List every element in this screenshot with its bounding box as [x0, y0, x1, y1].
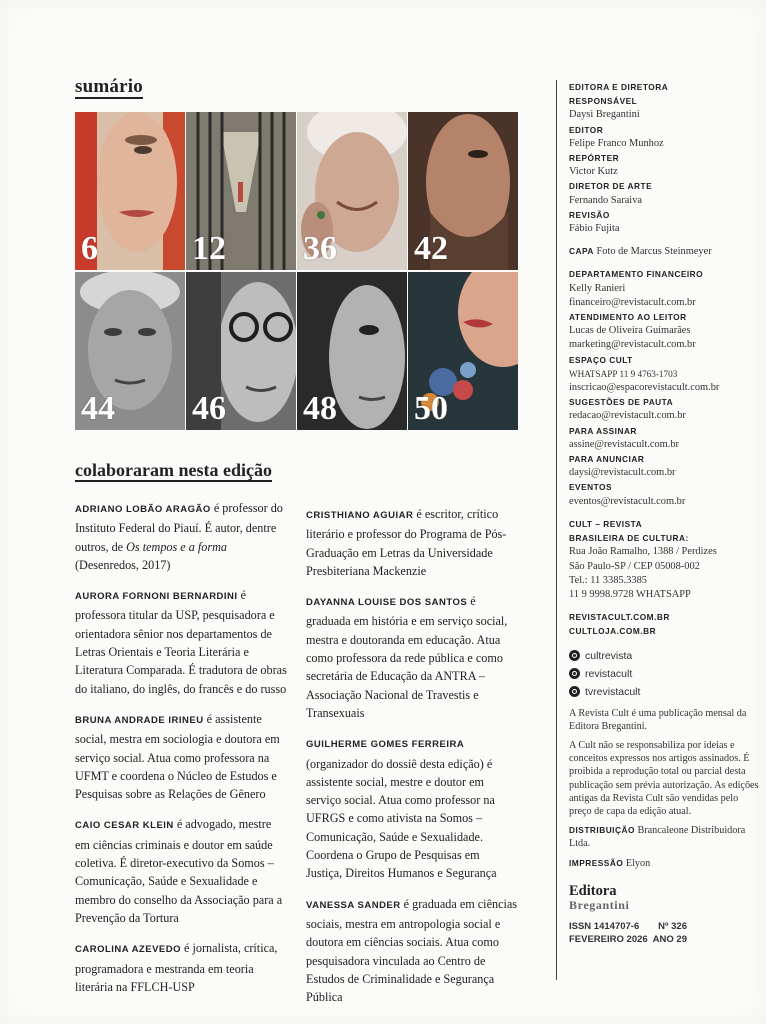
issue-date: FEVEREIRO 2026	[569, 933, 648, 945]
impressao-label: IMPRESSÃO	[569, 857, 624, 868]
editora-logo-sub: Bregantini	[569, 897, 630, 912]
tile-number: 48	[303, 390, 337, 427]
distribuicao-value: Brancaleone Distribuidora Ltda.	[569, 825, 746, 850]
capa-label: CAPA	[569, 246, 594, 257]
shop-link[interactable]: CULTLOJA.COM.BR	[569, 626, 657, 637]
atendimento-name: Lucas de Oliveira Guimarães	[569, 325, 691, 337]
issue-number: Nº 326	[658, 920, 687, 932]
publication-note: A Revista Cult é uma publicação mensal da Editora Bregantini.	[569, 707, 747, 732]
social-handle: revistacult	[585, 667, 633, 680]
date-row	[569, 933, 687, 946]
reporter-value: Victor Kutz	[569, 166, 618, 178]
issn: ISSN 1414707-6	[569, 920, 640, 932]
bio-text: é professora titular da USP, pesquisadora e orientadora sênior nos departamentos de Letras Orientais e Teoria Literária e Literatura Comparada. É tradutora de obras do italiano, do inglês, do francês e do russo	[75, 588, 287, 696]
bio-name: CRISTHIANO AGUIAR	[306, 510, 414, 521]
impressao-line	[569, 857, 759, 870]
bio-name: GUILHERME GOMES FERREIRA	[306, 739, 465, 751]
issue-year: ANO 29	[652, 933, 687, 945]
social-youtube[interactable]	[569, 683, 759, 701]
social-instagram[interactable]	[569, 647, 759, 665]
anunciar-label: PARA ANUNCIAR	[569, 454, 645, 465]
tile-number: 12	[192, 230, 226, 267]
bio-name: DAYANNA LOUISE DOS SANTOS	[306, 597, 468, 609]
social-handle: cultrevista	[585, 649, 633, 662]
arte-value: Fernando Saraiva	[569, 194, 642, 206]
capa-value: Foto de Marcus Steinmeyer	[596, 246, 712, 258]
eventos-label: EVENTOS	[569, 482, 612, 493]
capa-line	[569, 244, 759, 259]
disclaimer-note: A Cult não se responsabiliza por ideias e conceitos expressos nos artigos assinados. É proibida a reprodução total ou parcial desta publicação sem prévia autorização. As edições antigas da Revista Cult são vendidas pelo preço de capa da edição atual.	[569, 739, 759, 817]
colaboradores-right-column	[306, 505, 518, 1018]
bio-entry	[306, 505, 518, 580]
editor-value: Felipe Franco Munhoz	[569, 137, 664, 149]
distribuicao-label: DISTRIBUIÇÃO	[569, 825, 635, 836]
distribuicao-line	[569, 824, 759, 850]
tile-page-6[interactable]	[75, 112, 185, 270]
bio-name: CAIO CESAR KLEIN	[75, 820, 174, 832]
bio-entry	[306, 734, 518, 882]
bio-text: (Desenredos, 2017)	[75, 557, 171, 572]
bio-entry	[75, 710, 287, 803]
sugestoes-label: SUGESTÕES DE PAUTA	[569, 397, 674, 408]
tile-page-42[interactable]	[408, 112, 518, 270]
social-handle: tvrevistacult	[585, 685, 641, 698]
bio-name: AURORA FORNONI BERNARDINI	[75, 591, 238, 603]
social-facebook[interactable]	[569, 665, 759, 683]
cult-label-2: BRASILEIRA DE CULTURA:	[569, 533, 689, 544]
cult-whatsapp: 11 9 9998.9728 WHATSAPP	[569, 588, 691, 600]
editor-label: EDITOR	[569, 124, 604, 135]
bio-text: é assistente social, mestra em sociologia e doutora em serviço social. Atua como professora na UFMT e coordena o Núcleo de Estudos e Pesquisas sobre as Relações de Gênero	[75, 711, 280, 802]
sugestoes-email[interactable]: redacao@revistacult.com.br	[569, 410, 686, 422]
bio-text: é graduada em história e em serviço social, mestra e doutoranda em educação. Atua como professora da rede pública e como secretária de Educação da ANTRA – Associação Nacional de Travestis e Transexuais	[306, 594, 508, 720]
anunciar-email[interactable]: daysi@revistacult.com.br	[569, 467, 676, 479]
bio-entry	[75, 939, 287, 996]
tile-page-48[interactable]	[297, 272, 407, 430]
tile-page-44[interactable]	[75, 272, 185, 430]
assinar-label: PARA ASSINAR	[569, 425, 637, 436]
bio-text: é jornalista, crítica, programadora e mestranda em teoria literária na FFLCH-USP	[75, 941, 278, 994]
bio-name: ADRIANO LOBÃO ARAGÃO	[75, 504, 211, 515]
revisao-label: REVISÃO	[569, 209, 610, 220]
bio-name: BRUNA ANDRADE IRINEU	[75, 714, 204, 726]
sidebar-divider	[556, 80, 557, 980]
tile-number: 42	[414, 230, 448, 267]
cult-label: CULT – REVISTA	[569, 518, 643, 529]
espaco-email[interactable]: inscricao@espacorevistacult.com.br	[569, 382, 720, 394]
bio-text: é professor do Instituto Federal do Piauí. É autor, dentre outros, de	[75, 501, 283, 554]
bio-name: VANESSA SANDER	[306, 899, 401, 911]
sumario-title: sumário	[75, 76, 143, 97]
editora-label: EDITORA E DIRETORA	[569, 82, 669, 92]
instagram-icon	[569, 650, 580, 661]
bio-text: (organizador do dossiê desta edição) é assistente social, mestre e doutor em serviço social. Atua como professor na UFRGS e como ativista na Somos – Comunicação, Saúde e Sexualidade. Coordena o Grupo de Pesquisas em Justiça, Direitos Humanos e Segurança	[306, 756, 497, 881]
tile-page-36[interactable]	[297, 112, 407, 270]
assinar-email[interactable]: assine@revistacult.com.br	[569, 438, 679, 450]
expediente-sidebar	[569, 80, 759, 946]
editora-value: Daysi Bregantini	[569, 109, 640, 121]
bio-book-title: Os tempos e a forma	[126, 539, 228, 554]
impressao-value: Elyon	[625, 857, 651, 869]
editora-label-2: RESPONSÁVEL	[569, 96, 638, 107]
colaboradores-left-column	[75, 499, 287, 1008]
bio-entry	[306, 895, 518, 1007]
atendimento-email[interactable]: marketing@revistacult.com.br	[569, 339, 696, 351]
bio-name: CAROLINA AZEVEDO	[75, 944, 181, 956]
financeiro-email[interactable]: financeiro@revistacult.com.br	[569, 296, 696, 308]
youtube-icon	[569, 686, 580, 697]
tile-number: 6	[81, 230, 98, 267]
bio-entry	[75, 586, 287, 698]
tile-number: 46	[192, 390, 226, 427]
site-link[interactable]: REVISTACULT.COM.BR	[569, 612, 670, 623]
espaco-label: ESPAÇO CULT	[569, 354, 633, 365]
bio-entry	[75, 815, 287, 927]
arte-label: DIRETOR DE ARTE	[569, 181, 653, 192]
cult-telephone: Tel.: 11 3385.3385	[569, 574, 647, 586]
bio-text: é escritor, crítico literário e professor do Programa de Pós-Graduação em Letras da Universidade Presbiteriana Mackenzie	[306, 507, 507, 578]
eventos-email[interactable]: eventos@revistacult.com.br	[569, 495, 686, 507]
tile-page-12[interactable]	[186, 112, 296, 270]
atendimento-label: ATENDIMENTO AO LEITOR	[569, 312, 687, 323]
bio-entry	[75, 499, 287, 574]
bio-text: é graduada em ciências sociais, mestra em antropologia social e doutora em ciências sociais. Atua como pesquisadora vinculada ao Centro de Estudos de Criminalidade e Segurança Pública	[306, 896, 518, 1005]
reporter-label: REPÓRTER	[569, 153, 620, 164]
bio-entry	[306, 592, 518, 722]
tile-number: 44	[81, 390, 115, 427]
cult-address: Rua João Ramalho, 1388 / Perdizes	[569, 546, 717, 558]
bio-text: é advogado, mestre em ciências criminais e doutor em saúde coletiva. É diretor-executivo da Somos – Comunicação, Saúde e Sexualidade e membro do conselho da Associação para a Prevenção da Tortura	[75, 817, 283, 925]
espaco-whatsapp: WHATSAPP 11 9 4763-1703	[569, 368, 678, 379]
editora-logo: Editora	[569, 882, 617, 899]
financeiro-label: DEPARTAMENTO FINANCEIRO	[569, 269, 704, 280]
tile-page-46[interactable]	[186, 272, 296, 430]
issn-row	[569, 920, 687, 933]
colaboradores-title: colaboraram nesta edição	[75, 460, 272, 480]
cult-address-2: São Paulo-SP / CEP 05008-002	[569, 560, 700, 572]
sumario-photo-grid	[75, 112, 519, 432]
financeiro-name: Kelly Ranieri	[569, 282, 626, 294]
tile-page-50[interactable]	[408, 272, 518, 430]
revisao-value: Fábio Fujita	[569, 223, 620, 235]
facebook-icon	[569, 668, 580, 679]
tile-number: 36	[303, 230, 337, 267]
tile-number: 50	[414, 390, 448, 427]
